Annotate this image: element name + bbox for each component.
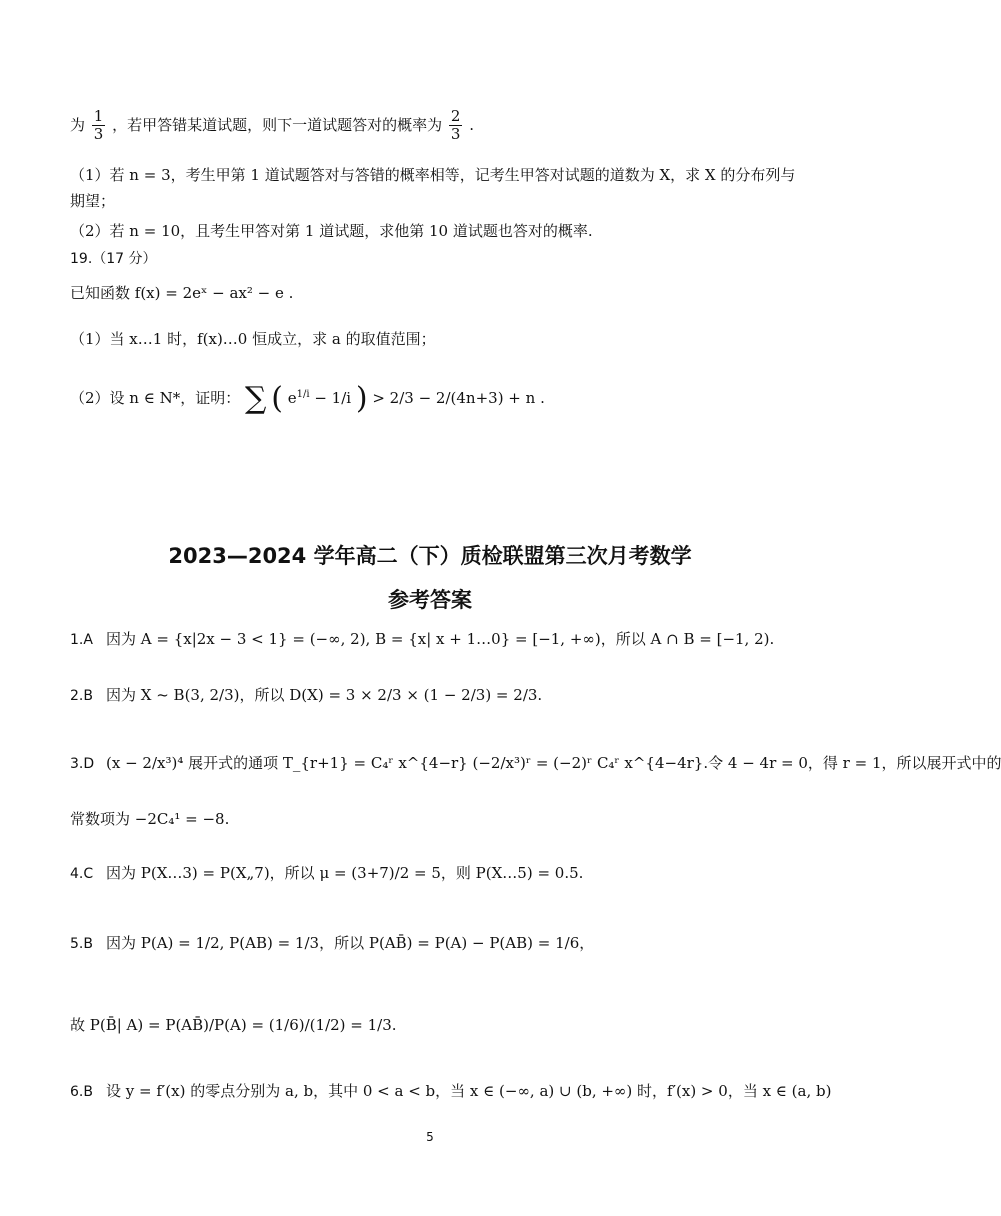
question-19-part-1: （1）当 x…1 时，f(x)…0 恒成立，求 a 的取值范围； [70, 330, 436, 348]
answer-label: 4.C [70, 866, 94, 882]
answer-text: 故 P(B̄| A) = P(AB̄)/P(A) = (1/6)/(1/2) = 1/3. [70, 1016, 397, 1034]
answer-4 [70, 866, 800, 881]
paren: ( [271, 381, 283, 416]
expression: $e^{1/i} - 1/i$ [287, 389, 352, 407]
text-fragment: （2）设 n ∈ N*，证明： [70, 389, 241, 407]
question-part-1: （1）若 n = 3，考生甲第 1 道试题答对与答错的概率相等，记考生甲答对试题的道数为 X，求 X 的分布列与 [70, 166, 796, 184]
answer-text: 因为 P(A) = 1/2, P(AB) = 1/3，所以 P(AB̄) = P(A) − P(AB) = 1/6， [106, 934, 595, 952]
answer-text: 因为 X ~ B(3, 2/3)，所以 D(X) = 3 × 2/3 × (1 − 2/3) = 2/3. [106, 686, 543, 704]
answer-text: 设 y = f′(x) 的零点分别为 a, b，其中 0 < a < b，当 x ∈ (−∞, a) ∪ (b, +∞) 时，f′(x) > 0，当 x ∈ (a, b) [106, 1082, 832, 1100]
numerator: 1 [93, 107, 104, 125]
answer-6 [70, 1082, 832, 1100]
answer-5-continued [70, 1018, 800, 1033]
question-19-stem: 已知函数 f(x) = 2eˣ − ax² − e . [70, 284, 294, 302]
answer-text: 因为 P(X…3) = P(X„7)，所以 μ = (3+7)/2 = 5，则 P(X…5) = 0.5. [106, 864, 584, 882]
answer-5 [70, 936, 800, 951]
summation-symbol: ∑ [245, 381, 267, 416]
answer-3-continued [70, 812, 800, 827]
page-number: 5 [426, 1130, 434, 1144]
question-part-1-continued: 期望； [70, 192, 116, 210]
question-continuation [70, 108, 800, 144]
numerator: 2 [450, 107, 461, 125]
text-fragment: ，若甲答错某道试题，则下一道试题答对的概率为 [112, 115, 443, 134]
answer-label: 5.B [70, 936, 93, 952]
answer-text: 常数项为 −2C₄¹ = −8. [70, 810, 230, 828]
answer-label: 3.D [70, 756, 95, 772]
answer-text: 因为 A = {x|2x − 3 < 1} = (−∞, 2), B = {x| x + 1…0} = [−1, +∞)，所以 A ∩ B = [−1, 2). [106, 630, 775, 648]
answer-1 [70, 632, 800, 647]
paren: ) [355, 381, 368, 416]
question-19-header: 19.（17 分） [70, 251, 157, 267]
denominator: 3 [450, 125, 461, 144]
fraction-one-third [92, 108, 106, 144]
answer-label: 6.B [70, 1084, 93, 1100]
text-fragment: 为 [70, 115, 86, 134]
text-fragment: > 2/3 − 2/(4n+3) + n . [372, 389, 545, 407]
answer-subtitle: 参考答案 [388, 588, 472, 612]
answer-label: 2.B [70, 688, 93, 704]
question-19-part-2 [70, 381, 800, 416]
denominator: 3 [93, 125, 104, 144]
answer-2 [70, 688, 800, 703]
answer-text: (x − 2/x³)⁴ 展开式的通项 T_{r+1} = C₄ʳ x^{4−r} (−2/x³)ʳ = (−2)ʳ C₄ʳ x^{4−4r}.令 4 − 4r = 0，得 r = 1，所以展开式中的 [106, 754, 1001, 772]
text-fragment: . [469, 115, 475, 134]
answer-label: 1.A [70, 632, 93, 648]
answer-title: 2023—2024 学年高二（下）质检联盟第三次月考数学 [168, 544, 692, 568]
question-part-2: （2）若 n = 10，且考生甲答对第 1 道试题，求他第 10 道试题也答对的概率. [70, 222, 593, 240]
answer-3 [70, 754, 1001, 772]
fraction-two-thirds [449, 108, 463, 144]
